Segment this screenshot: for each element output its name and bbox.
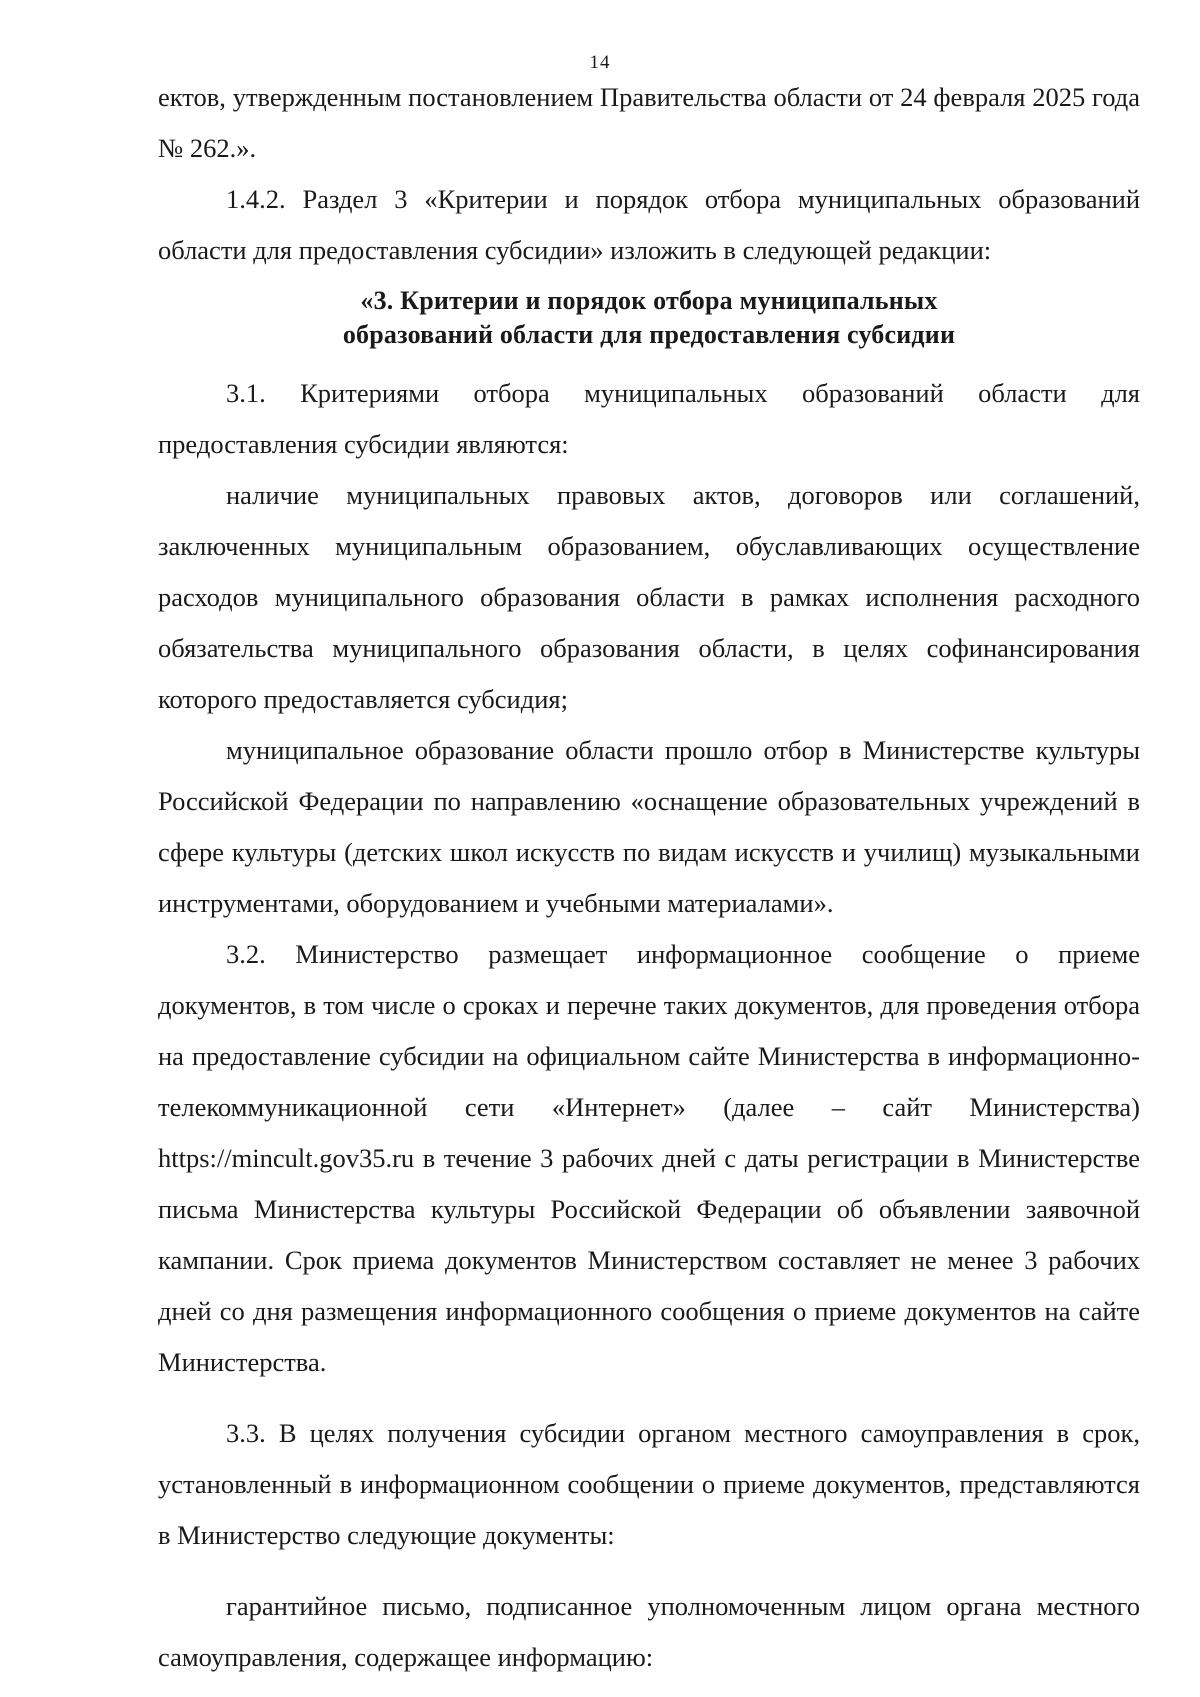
paragraph-continuation: ектов, утвержденным постановлением Правительства области от 24 февраля 2025 года № 262.». <box>158 82 1140 163</box>
section-title-line-1: «3. Критерии и порядок отбора муниципальных <box>360 286 938 315</box>
document-body <box>158 72 1140 1683</box>
paragraph-3-2: 3.2. Министерство размещает информационное сообщение о приеме документов, в том числе о сроках и перечне таких документов, для проведения отбора на предоставление субсидии на официальном сайте Министерства в информационно-телекоммуникационной сети «Интернет» (далее – сайт Министерства) https://mincult.gov35.ru в течение 3 рабочих дней с даты регистрации в Министерстве письма Министерства культуры Российской Федерации об объявлении заявочной кампании. Срок приема документов Министерством составляет не менее 3 рабочих дней со дня размещения информационного сообщения о приеме документов на сайте Министерства. <box>158 939 1140 1377</box>
paragraph-1-4-2: 1.4.2. Раздел 3 «Критерии и порядок отбора муниципальных образований области для предоставления субсидии» изложить в следующей редакции: <box>158 184 1140 265</box>
section-title-line-2: образований области для предоставления субсидии <box>342 320 956 349</box>
paragraph-3-3: 3.3. В целях получения субсидии органом местного самоуправления в срок, установленный в информационном сообщении о приеме документов, представляются в Министерство следующие документы: <box>158 1418 1140 1550</box>
paragraph-3-1: 3.1. Критериями отбора муниципальных образований области для предоставления субсидии являются: <box>158 378 1140 459</box>
page-number: 14 <box>589 52 611 73</box>
paragraph-criteria-selection: муниципальное образование области прошло отбор в Министерстве культуры Российской Федерации по направлению «оснащение образовательных учреждений в сфере культуры (детских школ искусств по видам искусств и училищ) музыкальными инструментами, оборудованием и учебными материалами». <box>158 735 1140 918</box>
paragraph-criteria-acts: наличие муниципальных правовых актов, договоров или соглашений, заключенных муниципальным образованием, обуславливающих осуществление расходов муниципального образования области в рамках исполнения расходного обязательства муниципального образования области, в целях софинансирования которого предоставляется субсидия; <box>158 480 1140 714</box>
spacer <box>158 1388 1140 1408</box>
spacer <box>158 1561 1140 1581</box>
section-title <box>158 284 1140 352</box>
paragraph-guarantee-letter: гарантийное письмо, подписанное уполномоченным лицом органа местного самоуправления, содержащее информацию: <box>158 1591 1140 1672</box>
